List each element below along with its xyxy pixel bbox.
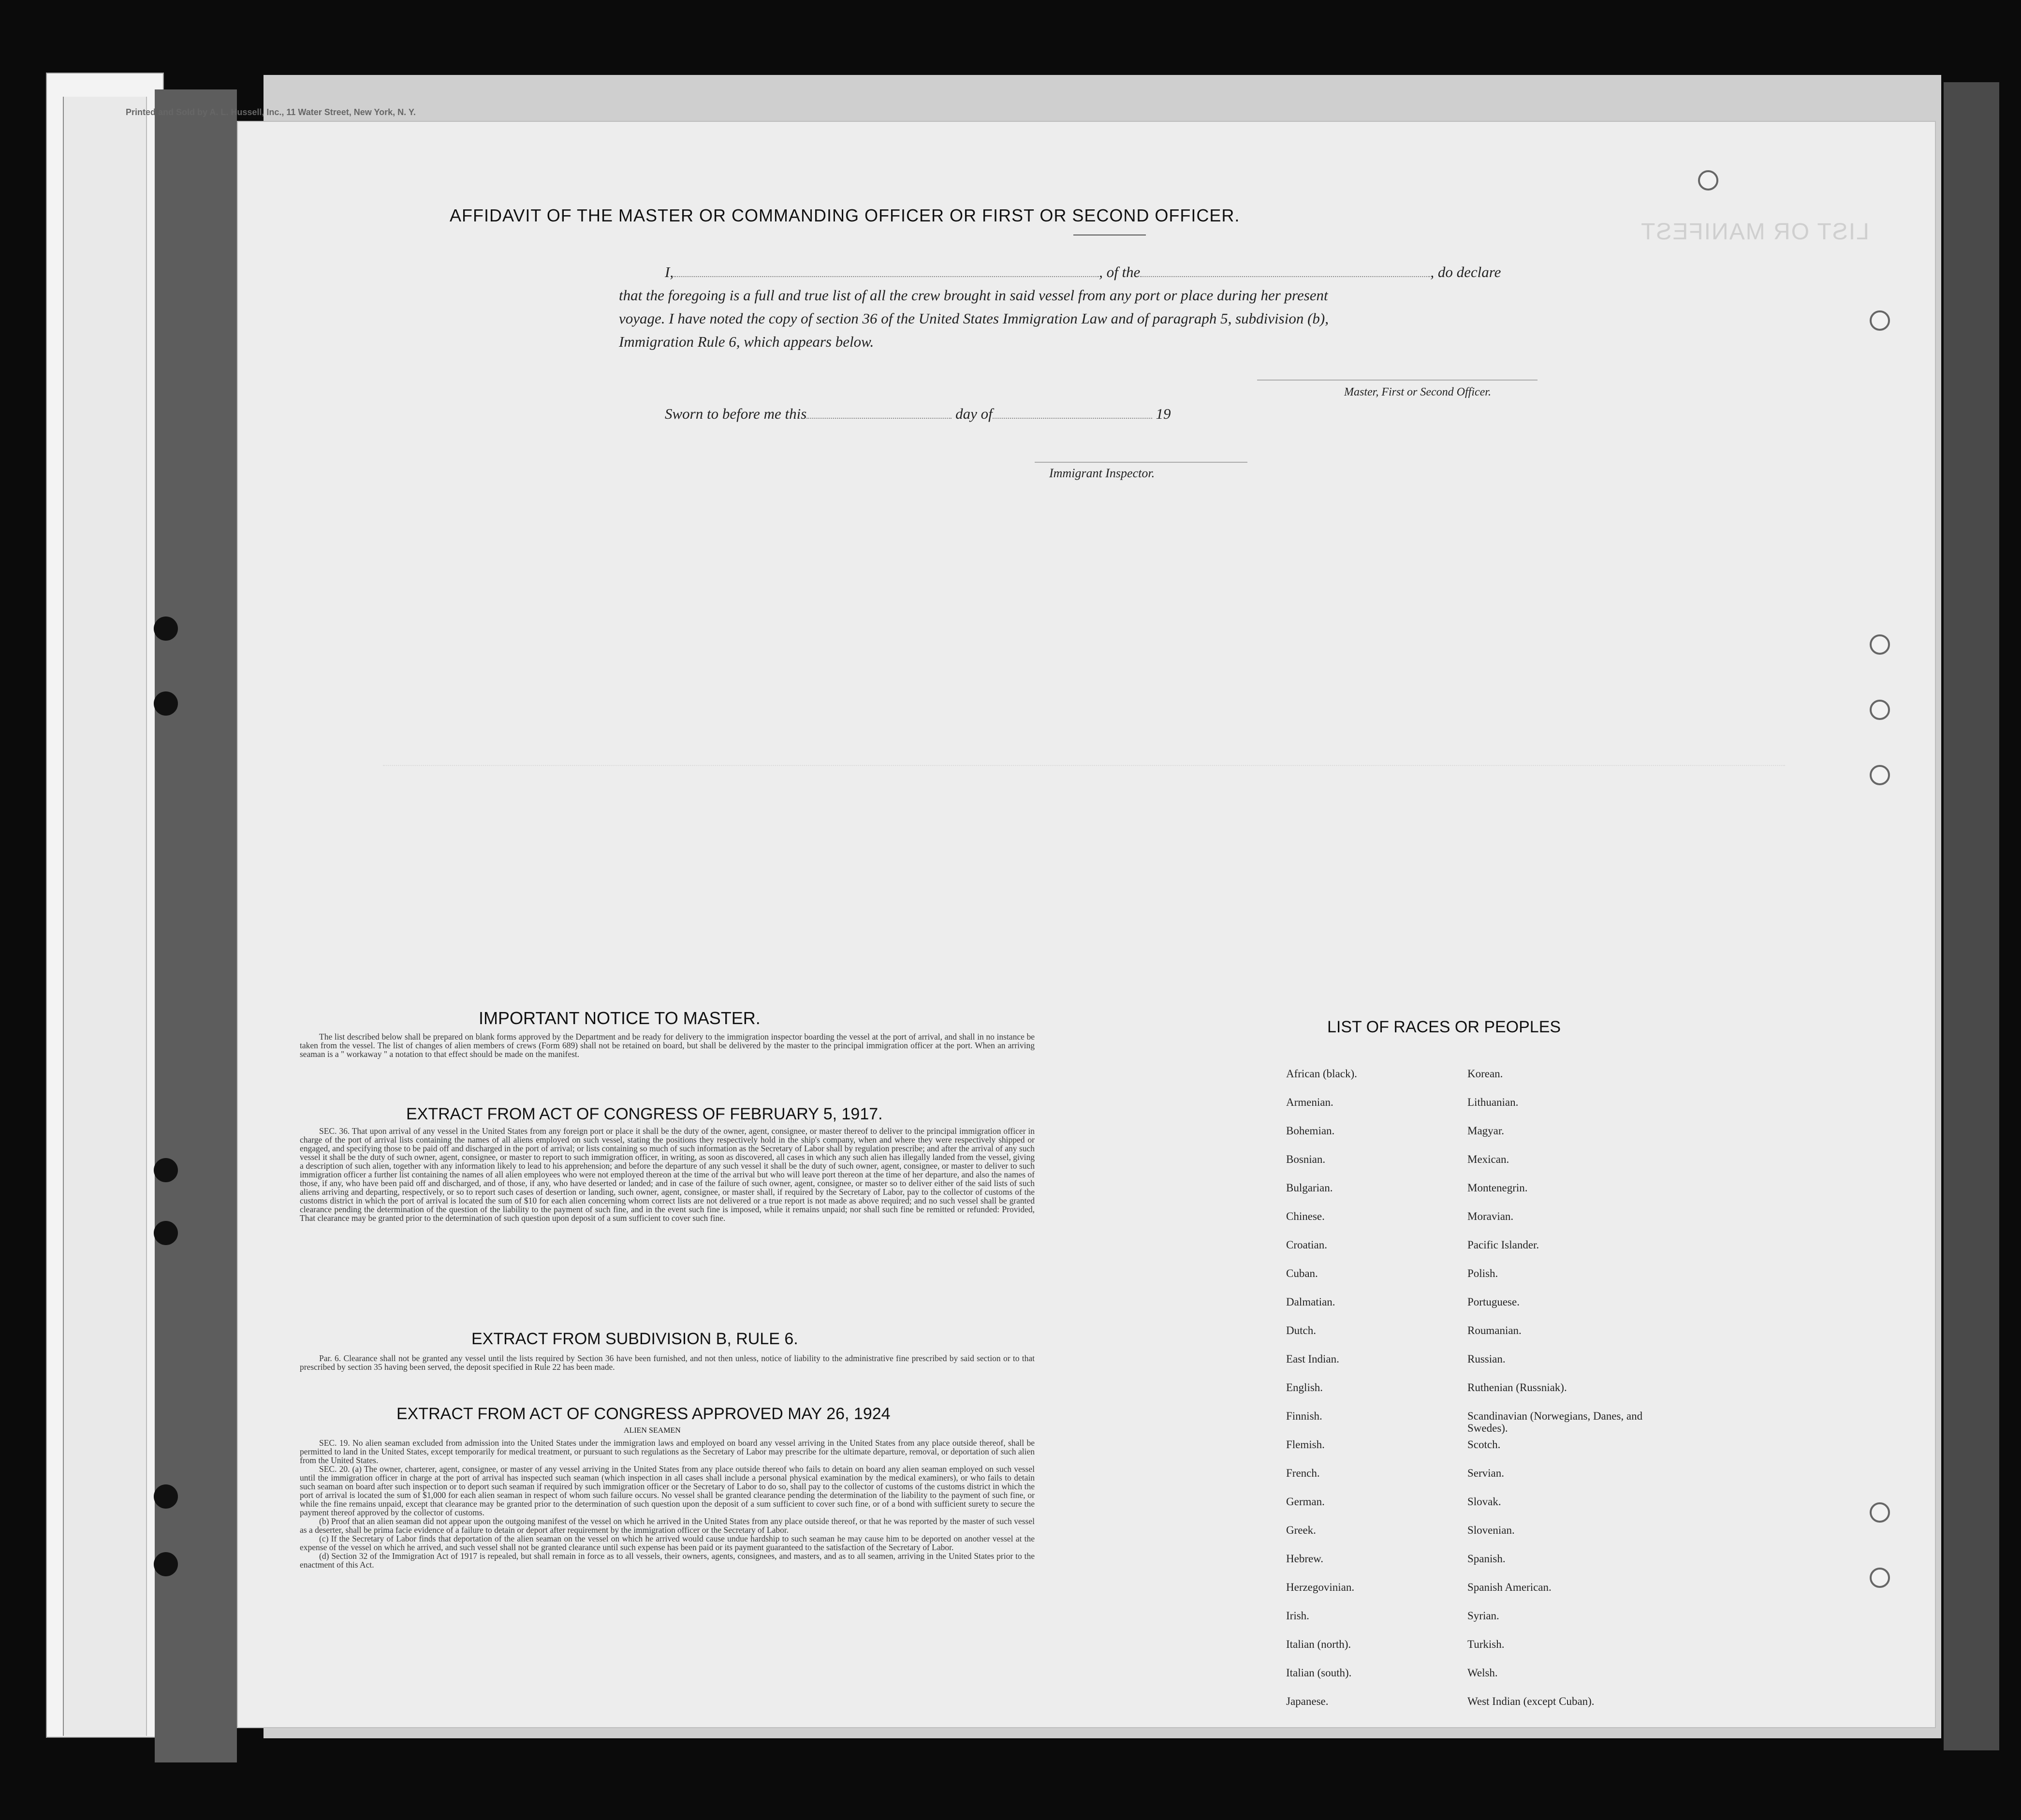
bleed-through-text: LIST OR MANIFEST [1640, 219, 1869, 245]
race-entry: Irish. [1286, 1610, 1309, 1622]
extract-1917-title: EXTRACT FROM ACT OF CONGRESS OF FEBRUARY 5, 1917. [406, 1105, 883, 1123]
race-entry: Ruthenian (Russniak). [1467, 1381, 1567, 1394]
binder-ring [1698, 170, 1718, 191]
binder-ring [1870, 634, 1890, 655]
affidavit-text-line: Immigration Rule 6, which appears below. [619, 333, 874, 350]
binder-ring [1870, 765, 1890, 785]
month-blank[interactable] [993, 418, 1152, 419]
text-i: I, [665, 264, 674, 280]
race-entry: Russian. [1467, 1353, 1506, 1365]
affidavit-text-line: voyage. I have noted the copy of section 36 of the United States Immigration Law and of paragraph 5, subdivision (b), [619, 310, 1329, 327]
race-entry: Finnish. [1286, 1410, 1322, 1422]
race-entry: Servian. [1467, 1467, 1505, 1479]
race-entry: Armenian. [1286, 1096, 1333, 1108]
binder-strip [155, 89, 237, 1762]
race-entry: West Indian (except Cuban). [1467, 1695, 1595, 1707]
inspector-label: Immigrant Inspector. [1049, 466, 1155, 480]
race-entry: English. [1286, 1381, 1323, 1394]
race-entry: Portuguese. [1467, 1296, 1520, 1308]
race-entry: Italian (north). [1286, 1638, 1351, 1650]
notice-body [300, 1032, 1035, 1058]
text-year: 19 [1156, 405, 1171, 422]
race-entry: Hebrew. [1286, 1553, 1324, 1565]
race-entry: African (black). [1286, 1068, 1357, 1080]
race-entry: East Indian. [1286, 1353, 1339, 1365]
extract-1924-title: EXTRACT FROM ACT OF CONGRESS APPROVED MAY 26, 1924 [396, 1405, 891, 1423]
race-entry: Cuban. [1286, 1267, 1318, 1279]
binder-ring [1870, 1568, 1890, 1588]
name-blank[interactable] [674, 276, 1099, 277]
vessel-blank[interactable] [1140, 276, 1430, 277]
sec-19-paragraph: SEC. 19. No alien seaman excluded from admission into the United States under the immigration laws and employed on board any vessel arriving in the United States from any place outside thereof, shall be permitted to land in the United States, except temporarily for medical treatment, or pursuant to such regulations as the Secretary of Labor may prescribe for the ultimate departure, removal, or deportation of such alien from the United States. [300, 1438, 1035, 1465]
right-binding-strip [1944, 82, 1999, 1750]
race-entry: Lithuanian. [1467, 1096, 1519, 1108]
races-column-2 [1467, 1068, 1661, 1724]
extract-1924-subtitle: ALIEN SEAMEN [624, 1426, 681, 1435]
race-entry: Korean. [1467, 1068, 1503, 1080]
notice-title: IMPORTANT NOTICE TO MASTER. [479, 1008, 761, 1028]
sec-20b-paragraph: (b) Proof that an alien seaman did not appear upon the outgoing manifest of the vessel on which he arrived in the United States from any place outside thereof, or that he was reported by the master of such vessel as a deserter, shall be prima facie evidence of a failure to detain or deport after requirement by the immigration officer or the Secretary of Labor. [300, 1516, 1035, 1535]
race-entry: Japanese. [1286, 1695, 1329, 1707]
race-entry: Flemish. [1286, 1438, 1325, 1451]
races-title: LIST OF RACES OR PEOPLES [1327, 1018, 1561, 1036]
day-blank[interactable] [806, 418, 952, 419]
notice-paragraph: The list described below shall be prepared on blank forms approved by the Department and be ready for delivery to the immigration inspector boarding the vessel at the port of arrival, and shall in no instance be taken from the vessel. The list of changes of alien members of crews (Form 689) shall not be retained on board, but shall be delivered by the master to the principal immigration officer at the port. When an arriving seaman is a " workaway " a notation to that effect should be made on the manifest. [300, 1032, 1035, 1059]
race-entry: Italian (south). [1286, 1667, 1352, 1679]
race-entry: Dutch. [1286, 1324, 1316, 1336]
race-entry: Croatian. [1286, 1239, 1327, 1251]
race-entry: Scandinavian (Norwegians, Danes, and Swedes). [1467, 1410, 1643, 1434]
rule6-body [300, 1354, 1035, 1371]
punch-hole [154, 691, 178, 716]
master-signature-label: Master, First or Second Officer. [1344, 386, 1491, 398]
race-entry: French. [1286, 1467, 1320, 1479]
race-entry: Moravian. [1467, 1210, 1514, 1222]
race-entry: Bosnian. [1286, 1153, 1326, 1165]
race-entry: Spanish American. [1467, 1581, 1552, 1593]
race-entry: Herzegovinian. [1286, 1581, 1355, 1593]
affidavit-text-line: that the foregoing is a full and true list of all the crew brought in said vessel from any port or place during her present [619, 287, 1328, 304]
race-entry: Magyar. [1467, 1125, 1505, 1137]
text-sworn: Sworn to before me this [665, 405, 807, 422]
race-entry: Slovak. [1467, 1496, 1501, 1508]
race-entry: Bohemian. [1286, 1125, 1335, 1137]
punch-hole [154, 1158, 178, 1182]
sec-20a-paragraph: SEC. 20. (a) The owner, charterer, agent, consignee, or master of any vessel arriving in the United States from any place outside thereof who fails to detain on board any alien seaman employed on such vessel until the immigration officer in charge at the port of arrival has inspected such seaman (which inspection in all cases shall include a personal physical examination by the medical examiners), or who fails to detain such seaman on board after such inspection or to deport such seaman if required by such immigration officer or the Secretary of Labor to do so, shall pay to the collector of customs of the customs district in which the port of arrival is located the sum of $1,000 for each alien seaman in respect of whom such failure occurs. No vessel shall be granted clearance pending the determination of the liability to the payment of such fine, or while the fine remains unpaid, except that clearance may be granted prior to the determination of such question upon the deposit of a sum sufficient to cover such fine, or of a bond with sufficient surety to secure the payment thereof approved by the collector of customs. [300, 1464, 1035, 1517]
sworn-line [665, 405, 1171, 423]
text-day-of: day of [955, 405, 993, 422]
affidavit-title: AFFIDAVIT OF THE MASTER OR COMMANDING OFFICER OR FIRST OR SECOND OFFICER. [450, 205, 1240, 225]
race-entry: Montenegrin. [1467, 1182, 1528, 1194]
race-entry: Chinese. [1286, 1210, 1325, 1222]
race-entry: Turkish. [1467, 1638, 1505, 1650]
text-declare: , do declare [1430, 264, 1501, 280]
underlying-page-left-inner [63, 97, 147, 1736]
sec-20d-paragraph: (d) Section 32 of the Immigration Act of 1917 is repealed, but shall remain in force as to all vessels, their owners, agents, consignees, and masters, and as to all seamen, arriving in the United States prior to the enactment of this Act. [300, 1551, 1035, 1570]
binder-ring [1870, 310, 1890, 331]
rule6-paragraph: Par. 6. Clearance shall not be granted any vessel until the lists required by Section 36 have been furnished, and not then unless, notice of liability to the administrative fine prescribed by said section or to that prescribed by section 35 having been served, the deposit specified in Rule 22 has been made. [300, 1353, 1035, 1372]
race-entry: Polish. [1467, 1267, 1498, 1279]
extract-1917-body [300, 1127, 1035, 1222]
race-entry: Welsh. [1467, 1667, 1498, 1679]
sec-20c-paragraph: (c) If the Secretary of Labor finds that deportation of the alien seaman on the vessel on which he arrived would cause undue hardship to such seaman he may cause him to be deported on another vessel at the expense of the vessel on which he arrived, and such vessel shall not be granted clearance until such expense has been paid or its payment guaranteed to the satisfaction of the Secretary of Labor. [300, 1534, 1035, 1552]
race-entry: Slovenian. [1467, 1524, 1515, 1536]
race-entry: German. [1286, 1496, 1325, 1508]
race-entry: Pacific Islander. [1467, 1239, 1539, 1251]
race-entry: Mexican. [1467, 1153, 1509, 1165]
binder-ring [1870, 700, 1890, 720]
race-entry: Syrian. [1467, 1610, 1499, 1622]
signature-line[interactable] [1257, 380, 1538, 381]
punch-hole [154, 1484, 178, 1509]
race-entry: Bulgarian. [1286, 1182, 1333, 1194]
inspector-signature-line[interactable] [1035, 462, 1247, 463]
punch-hole [154, 616, 178, 641]
rule6-title: EXTRACT FROM SUBDIVISION B, RULE 6. [471, 1330, 798, 1348]
race-entry: Spanish. [1467, 1553, 1506, 1565]
race-entry: Scotch. [1467, 1438, 1501, 1451]
affidavit-declaration-line [665, 264, 1501, 281]
race-entry: Dalmatian. [1286, 1296, 1335, 1308]
punch-hole [154, 1552, 178, 1576]
binder-ring [1870, 1502, 1890, 1523]
printer-imprint: Printed and Sold by A. L. Hussell, Inc., 11 Water Street, New York, N. Y. [126, 107, 416, 117]
text-of-the: , of the [1099, 264, 1141, 280]
extract-1924-body [300, 1438, 1035, 1569]
race-entry: Roumanian. [1467, 1324, 1522, 1336]
extract-1917-paragraph: SEC. 36. That upon arrival of any vessel in the United States from any foreign port or place it shall be the duty of the owner, agent, consignee, or master thereof to deliver to the principal immigration officer in charge of the port of arrival lists containing the names of all aliens employed on such vessel, stating the positions they respectively hold in the ship's company, when and where they were respectively shipped or engaged, and specifying those to be paid off and discharged in the port of arrival; or lists containing so much of such information as the Secretary of Labor shall by regulation prescribe; and after the arrival of any such vessel it shall be the duty of such owner, agent, consignee, or master to report to such immigration officer, in writing, as soon as discovered, all cases in which any such alien has illegally landed from the vessel, giving a description of such alien, together with any information likely to lead to his apprehension; and before the departure of any such vessel it shall be the duty of such owner, agent, consignee, or master to deliver to such immigration officer a further list containing the names of all alien employees who were not employed thereon at the time of the arrival but who will leave port thereon at the time of her departure, and also the names of those, if any, who have been paid off and discharged, and of those, if any, who have deserted or landed; and in case of the failure of such owner, agent, consignee, or master so to deliver either of the said lists of such aliens arriving and departing, respectively, or so to report such cases of desertion or landing, such owner, agent, consignee, or master shall, if required by the Secretary of Labor, pay to the collector of customs of the customs district in which the port of arrival is located the sum of $10 for each alien concerning whom correct lists are not delivered or a true report is not made as above required; and no such vessel shall be granted clearance pending the determination of the question of the liability to the payment of such fine, and in the event such fine is imposed, while it remains unpaid; nor shall such fine be remitted or refunded: Provided, That clearance may be granted prior to the determination of such question upon deposit of a sum sufficient to cover such fine. [300, 1126, 1035, 1223]
punch-hole [154, 1221, 178, 1245]
races-column-1 [1286, 1068, 1450, 1724]
race-entry: Greek. [1286, 1524, 1316, 1536]
